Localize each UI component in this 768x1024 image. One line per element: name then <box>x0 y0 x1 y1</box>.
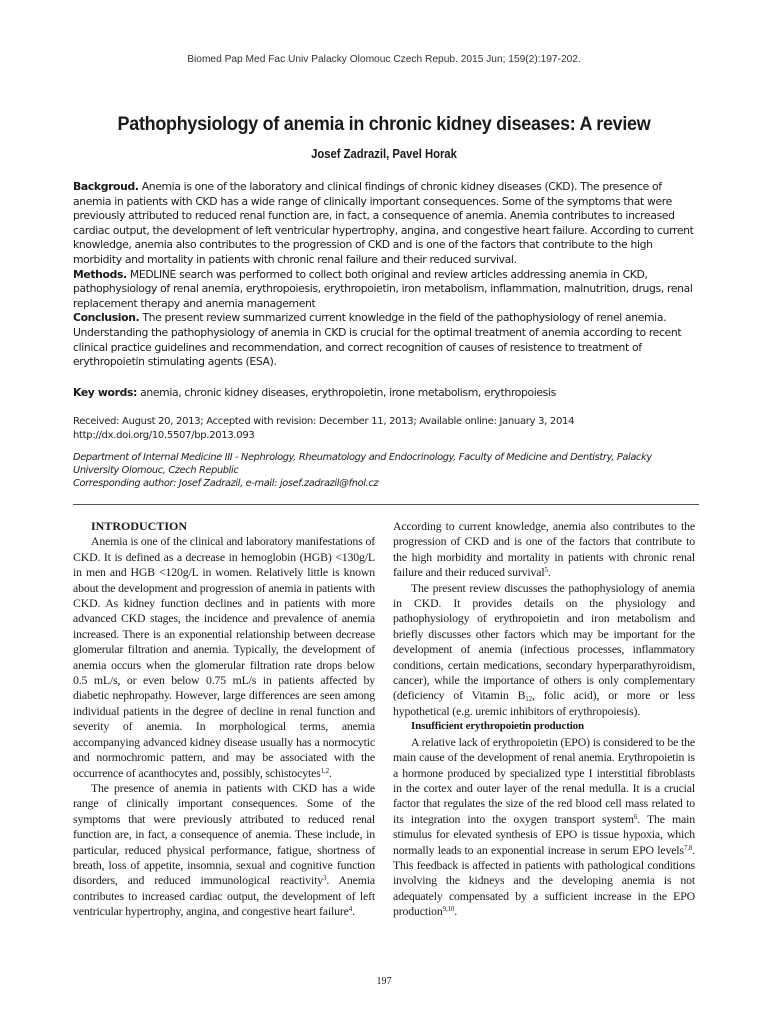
intro-p2-text-cont: . Anemia contributes to increased cardiac output, the development of left ventricular hypertrophy, angina, and congestive heart failure <box>73 873 375 919</box>
citation-ref: 4 <box>348 905 353 914</box>
epo-p1-end: . <box>454 904 458 919</box>
author-list: Josef Zadrazil, Pavel Horak <box>311 147 457 161</box>
methods-label: Methods. <box>73 267 127 281</box>
epo-p1-text: A relative lack of erythropoietin (EPO) is considered to be the main cause of the development of renal anemia. Erythropoietin is a hormone produced by specialized type I interstitial fibroblasts in the cortex and outer layer of the renal medulla. It is a crucial factor that regulates the size of the red blood cell mass related to its integration into the oxygen transport system <box>393 734 695 826</box>
epo-paragraph-1 <box>393 735 695 920</box>
affiliation-block <box>73 452 699 490</box>
left-column <box>73 519 375 920</box>
intro-paragraph-4 <box>393 581 695 720</box>
right-column <box>393 519 695 920</box>
intro-p1-end: . <box>328 765 332 780</box>
abstract-conclusion <box>73 311 699 369</box>
intro-paragraph-3 <box>393 519 695 581</box>
abstract <box>73 180 699 370</box>
received-dates: Received: August 20, 2013; Accepted with revision: December 11, 2013; Available online: January 3, 2014 <box>73 416 575 427</box>
citation-ref: 6 <box>633 812 638 821</box>
abstract-background <box>73 180 699 268</box>
intro-p1-text: Anemia is one of the clinical and laboratory manifestations of CKD. It is defined as a decrease in hemoglobin (HGB) <130g/L in men and HGB <120g/L in women. Relatively little is known about the development and progression of anemia in patients with CKD. As kidney function declines and in patients with more advanced CKD stages, the incidence and prevalence of anemia increased. There is an exponential relationship between decrease glomerular filtration and anemia. Typically, the development of anemia occurs when the glomerular filtration rate drops below 0.5 mL/s, or even below 0.75 mL/s in patients affected by diabetic nephropathy. However, large differences are seen among individual patients in the degree of decline in renal function and severity of anemia. In morphological terms, anemia accompanying advanced kidney disease usually has a normocytic and normochromic pattern, and may be associated with the occurrence of acanthocytes and, possibly, schistocytes <box>73 534 375 780</box>
keywords-label: Key words: <box>73 386 137 399</box>
intro-paragraph-2 <box>73 781 375 920</box>
intro-paragraph-1 <box>73 534 375 781</box>
doi-link[interactable]: http://dx.doi.org/10.5507/bp.2013.093 <box>73 430 255 442</box>
citation-ref: 5 <box>544 566 548 575</box>
keywords-text: anemia, chronic kidney diseases, erythropoietin, irone metabolism, erythropoiesis <box>140 386 556 399</box>
affiliation: Department of Internal Medicine III - Nephrology, Rheumatology and Endocrinology, Faculty of Medicine and Dentistry, Palacky University Olomouc, Czech Republic <box>73 452 652 476</box>
keywords <box>73 386 699 399</box>
introduction-heading: INTRODUCTION <box>91 519 188 533</box>
citation-ref: 7,8 <box>683 843 693 852</box>
background-text: Anemia is one of the laboratory and clinical findings of chronic kidney diseases (CKD). The presence of anemia in patients with CKD has a wide range of clinically important consequences. Some of the symptoms that were previously attributed to reduced renal function are, in fact, a consequence of anemia. Anemia contributes to increased cardiac output, the development of left ventricular hypertrophy, angina, and congestive heart failure. According to current knowledge, anemia also contributes to the progression of CKD and is one of the factors that contribute to the high morbidity and mortality in patients with chronic renal failure and their reduced survival. <box>73 180 694 266</box>
intro-p2-end: . <box>352 904 355 919</box>
intro-p3-end: . <box>547 565 551 580</box>
citation-ref: 3 <box>323 874 327 883</box>
epo-p1-text-b: . The main stimulus for elevated synthesis of EPO is tissue hypoxia, which normally leads to an exponential increase in serum EPO levels <box>393 811 695 857</box>
article-title: Pathophysiology of anemia in chronic kidney diseases: A review <box>117 113 651 135</box>
page-number: 197 <box>376 976 392 987</box>
epo-p1-text-c: . This feedback is affected in patients with pathological conditions involving the kidneys and the developing anemia is not adequately compensated by a sufficient increase in the EPO production <box>393 842 695 919</box>
epo-subheading: Insufficient erythropoietin production <box>411 720 584 733</box>
journal-citation: Biomed Pap Med Fac Univ Palacky Olomouc Czech Repub. 2015 Jun; 159(2):197-202. <box>187 54 581 65</box>
section-divider <box>73 504 699 505</box>
intro-p2-text: The presence of anemia in patients with CKD has a wide range of clinically important consequences. Some of the symptoms that were previously attributed to reduced renal function are, in fact, a consequence of anemia. These include, in particular, reduced physical performance, fatigue, shortness of breath, loss of appetite, insomnia, sexual and cognitive function disorders, and reduced immunological reactivity <box>73 780 375 888</box>
methods-text: MEDLINE search was performed to collect both original and review articles addressing anemia in CKD, pathophysiology of renal anemia, erythropoiesis, erythropoietin, iron metabolism, inflammation, malnutrition, drugs, renal replacement therapy and anemia management <box>73 267 693 310</box>
corresponding-author: Corresponding author: Josef Zadrazil, e-mail: josef.zadrazil@fnol.cz <box>73 477 379 489</box>
abstract-methods <box>73 268 699 312</box>
conclusion-text: The present review summarized current knowledge in the field of the pathophysiology of renel anemia. Understanding the pathophysiology of anemia in CKD is crucial for the optimal treatment of anemia according to recent clinical practice guidelines and recommendation, and correct recognition of causes of resistence to treatment of erythropoietin stimulating agents (ESA). <box>73 311 682 369</box>
intro-p4-text: The present review discusses the pathophysiology of anemia in CKD. It provides details on the physiology and pathophysiology of erythropoietin and iron metabolism and briefly discusses other factors which may be important for the development of anemia (infectious processes, inflammatory conditions, certain medications, secondary hyperparathyroidism, cancer), while the importance of others is only complementary (deficiency of Vitamin B <box>393 580 695 703</box>
citation-ref: 1,2 <box>320 766 329 775</box>
vitamin-subscript: 12 <box>525 695 532 704</box>
citation-ref: 9,10 <box>442 905 455 914</box>
intro-p4-text-cont: , folic acid), or more or less hypothetical (e.g. uremic inhibitors of erythropoiesis). <box>393 688 695 718</box>
intro-p3-text: According to current knowledge, anemia also contributes to the progression of CKD and is one of the factors that contribute to the high morbidity and mortality in patients with chronic renal failure and their reduced survival <box>393 519 695 580</box>
conclusion-label: Conclusion. <box>73 311 140 325</box>
article-dates <box>73 415 699 444</box>
background-label: Backgroud. <box>73 180 139 193</box>
